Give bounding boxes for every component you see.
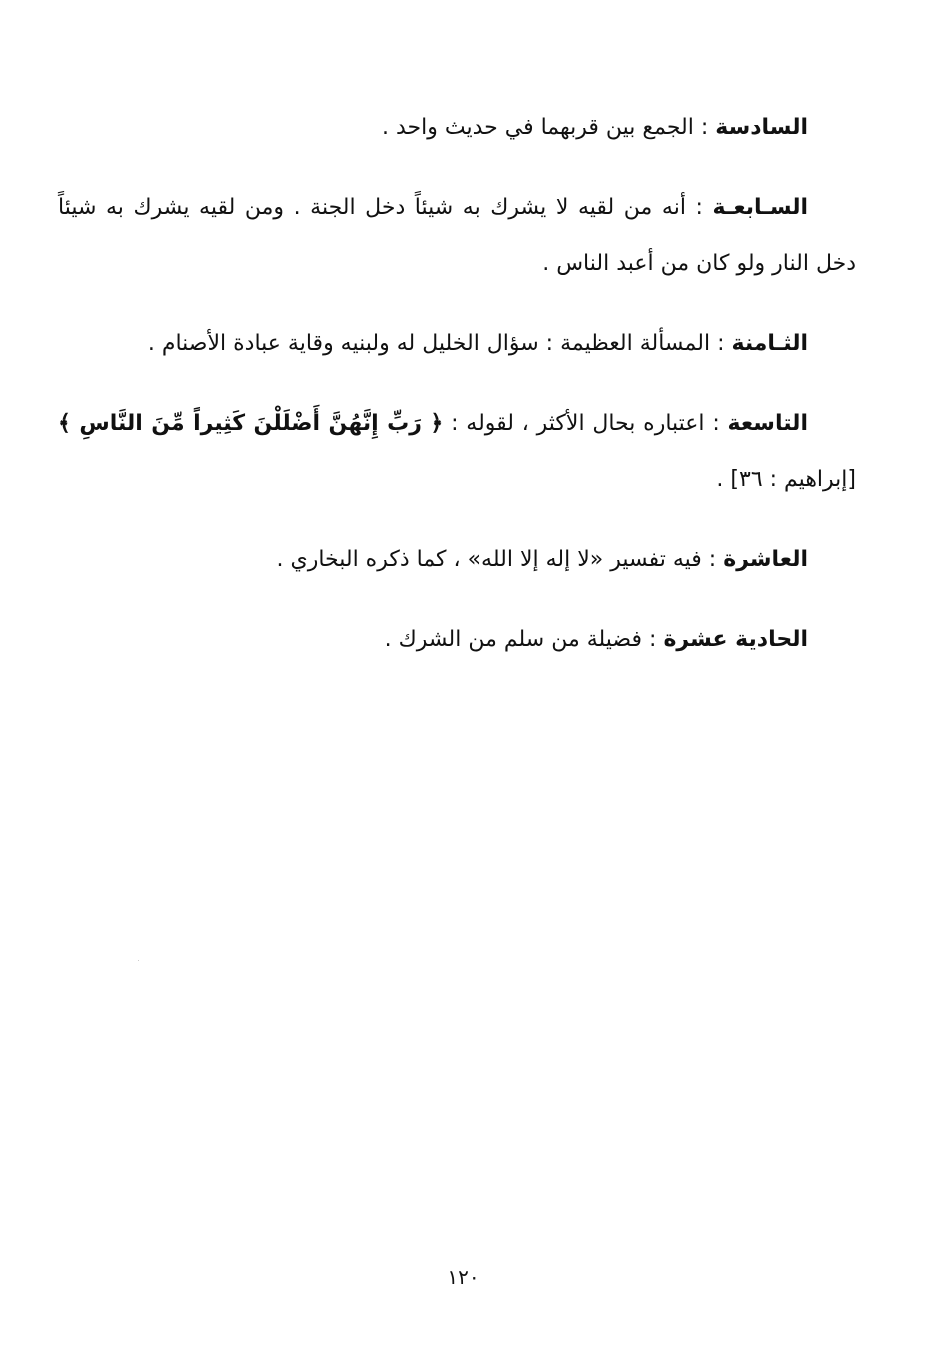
paragraph-label: السـابعـة (712, 195, 809, 220)
verse-citation: [إبراهيم : ٣٦] . (716, 467, 856, 492)
paragraph-9 (58, 396, 856, 508)
paragraph-label: الحادية عشرة (663, 627, 808, 652)
paragraph-text: : اعتباره بحال الأكثر ، لقوله : (451, 411, 720, 436)
paragraph-text: : فضيلة من سلم من الشرك . (384, 627, 657, 652)
paragraph-text: : أنه من لقيه لا يشرك به شيئاً دخل الجنة . ومن لقيه يشرك به شيئاً دخل النار ولو كان من أعبد الناس . (58, 195, 856, 276)
paragraph-text: : فيه تفسير «لا إله إلا الله» ، كما ذكره البخاري . (276, 547, 717, 572)
paragraph-label: السادسة (715, 115, 808, 140)
paragraph-10 (58, 532, 856, 588)
page-body (58, 100, 856, 692)
paragraph-label: العاشرة (723, 547, 808, 572)
paragraph-text: : الجمع بين قربهما في حديث واحد . (382, 115, 709, 140)
paragraph-label: الثـامنة (731, 331, 808, 356)
scan-speck (138, 960, 139, 961)
page-number: ١٢٠ (447, 1265, 480, 1289)
paragraph-7 (58, 180, 856, 292)
paragraph-text: : المسألة العظيمة : سؤال الخليل له ولبنيه وقاية عبادة الأصنام . (147, 331, 725, 356)
quran-verse: ﴿ رَبِّ إِنَّهُنَّ أَضْلَلْنَ كَثِيراً مِّنَ النَّاسِ ﴾ (58, 411, 444, 436)
paragraph-label: التاسعة (727, 411, 808, 436)
paragraph-6 (58, 100, 856, 156)
paragraph-8 (58, 316, 856, 372)
paragraph-11 (58, 612, 856, 668)
